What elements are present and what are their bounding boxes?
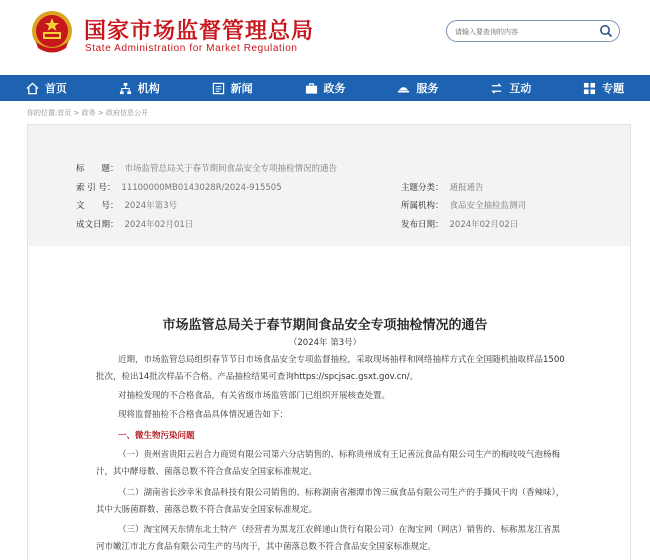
article-paragraph: （一）贵州省贵阳云岩合力商贸有限公司第六分店销售的、标称贵州成有王记善沅食品有限公司生产的梅吱吱气泡杨梅汁，其中酵母数、菌落总数不符合食品安全国家标准规定。 (96, 450, 561, 477)
nav-label-home: 首页 (44, 82, 67, 95)
meta-index-value: 11100000MB0143028R/2024-915505 (121, 183, 282, 193)
nav-label-affairs: 政务 (323, 82, 346, 95)
meta-docno-key: 文 号： (76, 201, 119, 211)
meta-created-date-value: 2024年02月01日 (124, 220, 194, 230)
meta-docno (76, 199, 177, 211)
nav-label-service: 服务 (416, 82, 439, 95)
meta-publish-date (401, 218, 518, 230)
site-header (0, 0, 650, 75)
meta-publish-date-value: 2024年02月02日 (449, 220, 519, 230)
meta-org (401, 199, 526, 211)
org-chart-icon (119, 82, 132, 95)
meta-title-value: 市场监管总局关于春节期间食品安全专项抽检情况的通告 (124, 164, 338, 174)
article-doc-number: （2024年 第3号） (288, 338, 362, 348)
news-icon (212, 82, 225, 95)
nav-item-news[interactable] (186, 75, 279, 101)
nav-item-interaction[interactable] (464, 75, 557, 101)
meta-index (76, 181, 282, 193)
meta-topic-key: 主题分类： (401, 183, 444, 193)
section-heading: 一、微生物污染问题 (118, 431, 195, 441)
nav-label-news: 新闻 (230, 82, 253, 95)
nav-item-service[interactable] (371, 75, 464, 101)
meta-topic (401, 181, 484, 193)
meta-topic-value: 通报通告 (449, 183, 484, 193)
nav-label-interaction: 互动 (509, 82, 532, 95)
nav-item-home[interactable] (0, 75, 93, 101)
meta-org-value: 食品安全抽检监测司 (449, 201, 527, 211)
article-paragraph: （三）淘宝网天东情东北土特产（经营者为黑龙江农鲜递山货行有限公司）在淘宝网（网店）销售的、标称黑龙江省黑河市嫩江市北方食品有限公司生产的马肉干，其中菌落总数不符合食品安全国家标准规定。 (96, 525, 561, 552)
search-icon[interactable] (599, 24, 613, 38)
breadcrumb: 你的位置:首页 > 政务 > 政府信息公开 (27, 109, 148, 117)
nav-label-org: 机构 (137, 82, 160, 95)
article-paragraph: 近期，市场监管总局组织春节节日市场食品安全专项监督抽检，采取现场抽样和网络抽样方式在全国随机抽取样品1500批次，检出14批次样品不合格。产品抽检结果可查询https://spcjsac.gsxt.gov.cn/。 (96, 355, 565, 382)
search-box (446, 20, 620, 42)
meta-created-date (76, 218, 193, 230)
document-meta (28, 125, 630, 246)
meta-index-key: 索 引 号： (76, 183, 116, 193)
site-name-cn: 国家市场监督管理总局 (84, 19, 315, 44)
home-icon (26, 82, 39, 95)
article-paragraph: 对抽检发现的不合格食品，有关省级市场监管部门已组织开展核查处置。 (118, 391, 391, 401)
national-emblem-icon (30, 10, 74, 56)
main-nav (0, 75, 650, 101)
nav-label-topic: 专题 (602, 82, 625, 95)
meta-title (76, 162, 337, 174)
meta-publish-date-key: 发布日期： (401, 220, 444, 230)
meta-created-date-key: 成文日期： (76, 220, 119, 230)
site-name-en: State Administration for Market Regulation (85, 43, 298, 54)
nav-item-topic[interactable] (557, 75, 650, 101)
article-paragraph: 现将监督抽检不合格食品具体情况通告如下： (118, 410, 289, 420)
briefcase-icon (305, 82, 318, 95)
meta-org-key: 所属机构： (401, 201, 444, 211)
topic-icon (583, 82, 596, 95)
article-paragraph: （二）湖南省长沙幸米食品科技有限公司销售的、标称湖南省湘潭市馋三疯食品有限公司生产的手撕风干肉（香辣味），其中大肠菌群数、菌落总数不符合食品安全国家标准规定。 (96, 488, 565, 515)
meta-docno-value: 2024年第3号 (124, 201, 178, 211)
meta-title-key: 标 题： (76, 164, 119, 174)
search-input[interactable] (455, 24, 595, 39)
service-icon (397, 82, 410, 95)
interaction-icon (490, 82, 503, 95)
article-title: 市场监管总局关于春节期间食品安全专项抽检情况的通告 (162, 318, 488, 333)
nav-item-affairs[interactable] (279, 75, 372, 101)
nav-item-org[interactable] (93, 75, 186, 101)
